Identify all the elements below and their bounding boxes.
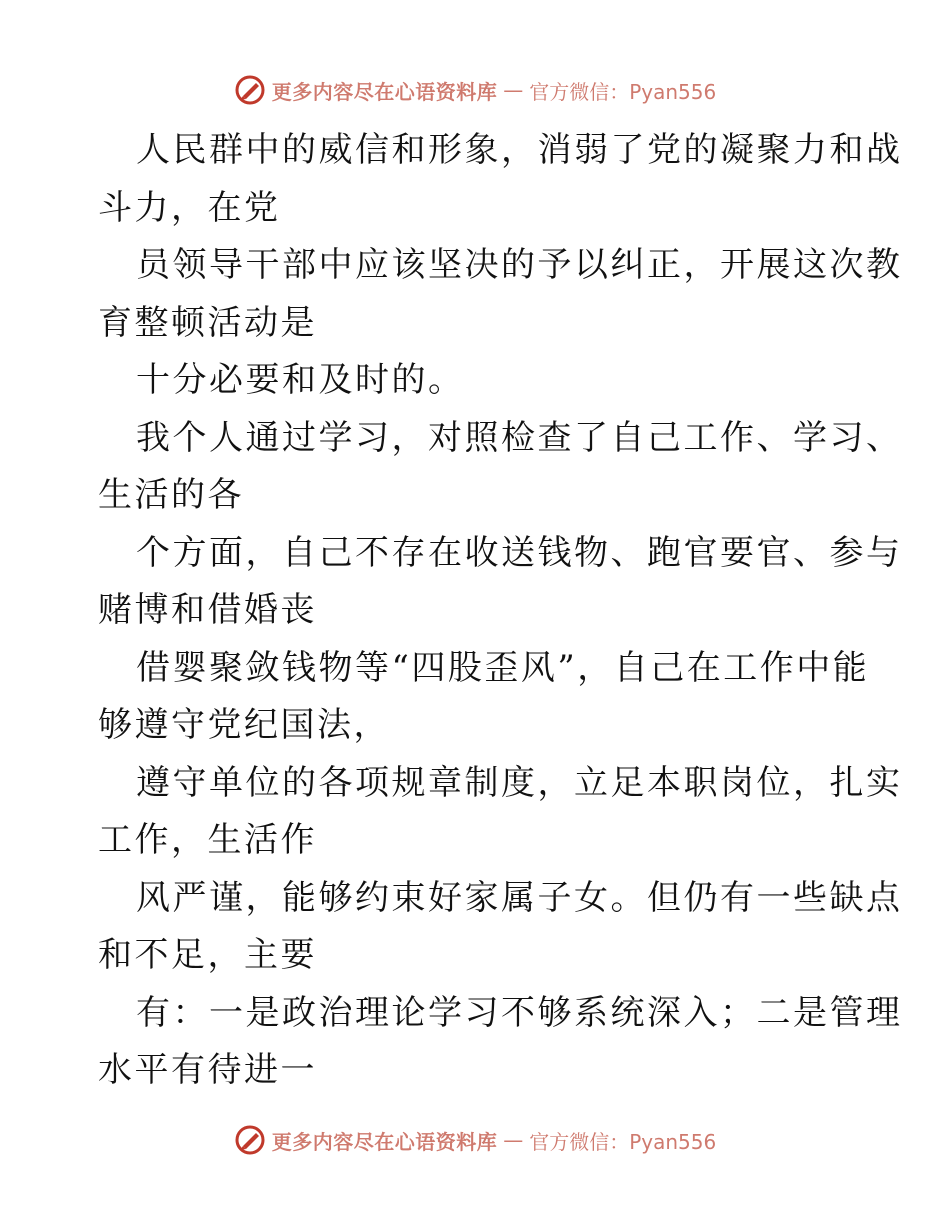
- text-line: 遵守单位的各项规章制度，立足本职岗位，扎实: [136, 762, 903, 803]
- banner-site-text: 更多内容尽在心语资料库: [271, 1129, 498, 1154]
- text-line: 有：一是政治理论学习不够系统深入；二是管理: [136, 992, 903, 1033]
- text-line: 生活的各: [98, 475, 244, 515]
- text-line: 我个人通过学习，对照检查了自己工作、学习、: [136, 417, 903, 458]
- banner-site-text: 更多内容尽在心语资料库: [271, 79, 498, 104]
- text-line: 育整顿活动是: [98, 302, 317, 343]
- footer-banner: [0, 1120, 950, 1160]
- text-line: 十分必要和及时的。: [136, 360, 465, 400]
- text-line: 员领导干部中应该坚决的予以纠正，开展这次教: [136, 245, 903, 285]
- text-line: 工作，生活作: [98, 820, 317, 860]
- text-line: 风严谨，能够约束好家属子女。但仍有一些缺点: [136, 877, 903, 918]
- header-banner: [0, 70, 950, 110]
- text-line: 人民群中的威信和形象，消弱了党的凝聚力和战: [136, 130, 903, 170]
- pen-nib-logo-icon: [234, 1124, 266, 1156]
- document-body: [98, 122, 903, 1100]
- text-line: 和不足，主要: [98, 935, 317, 975]
- pen-nib-logo-icon: [234, 74, 266, 106]
- banner-separator: —: [503, 1128, 524, 1152]
- text-line: 够遵守党纪国法，: [98, 705, 390, 745]
- text-line: 赌博和借婚丧: [98, 590, 317, 630]
- text-line: 借婴聚敛钱物等“四股歪风”，自己在工作中能: [136, 647, 870, 688]
- banner-separator: —: [503, 78, 524, 102]
- text-line: 斗力，在党: [98, 187, 281, 228]
- text-line: 个方面，自己不存在收送钱物、跑官要官、参与: [136, 532, 903, 573]
- text-line: 水平有待进一: [98, 1050, 317, 1090]
- banner-wechat-text: 官方微信：Pyan556: [529, 1129, 717, 1154]
- banner-wechat-text: 官方微信：Pyan556: [529, 79, 717, 104]
